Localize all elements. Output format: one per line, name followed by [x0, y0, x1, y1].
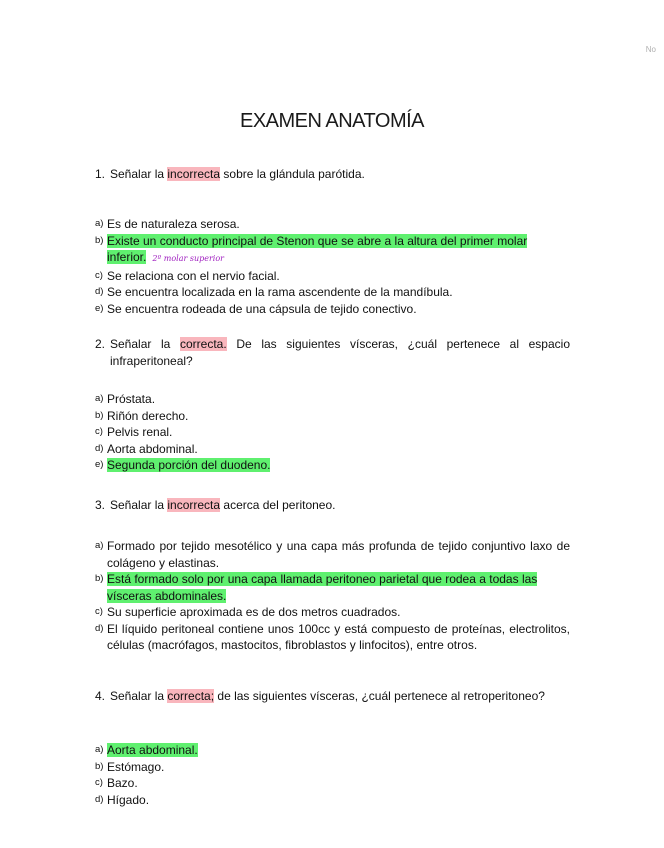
handwritten-note: 2º molar superior	[152, 254, 224, 263]
option-3a: a) Formado por tejido mesotélico y una capa más profunda de tejido conjuntivo laxo de colágeno y elastinas.	[95, 539, 570, 570]
option-4b: b) Estómago.	[95, 759, 165, 774]
page-corner-mark: No	[645, 45, 656, 54]
highlight-red: correcta.	[180, 337, 227, 351]
option-3c: c) Su superficie aproximada es de dos metros cuadrados.	[95, 605, 401, 619]
question-number: 3.	[95, 498, 106, 512]
question-number: 1.	[95, 167, 106, 181]
highlight-red: incorrecta	[167, 498, 221, 512]
question-text: Señalar la correcta. De las siguientes vísceras, ¿cuál pertenece al espacio infraperitoneal?	[110, 337, 570, 368]
option-4c: c) Bazo.	[95, 776, 138, 790]
question-number: 4.	[95, 689, 106, 703]
question-3	[95, 497, 570, 514]
option-4d: d) Hígado.	[95, 792, 150, 807]
option-1d: d) Se encuentra localizada en la rama ascendente de la mandíbula.	[95, 285, 453, 299]
highlight-green: Aorta abdominal.	[107, 743, 198, 757]
question-text: Señalar la correcta; de las siguientes vísceras, ¿cuál pertenece al retroperitoneo?	[110, 689, 545, 703]
option-3d: d) El líquido peritoneal contiene unos 100cc y está compuesto de proteínas, electrolitos, células (macrófagos, mastocitos, fibroblastos y linfocitos), entre otros.	[95, 621, 570, 652]
option-2b: b) Riñón derecho.	[95, 408, 189, 423]
option-1c: c) Se relaciona con el nervio facial.	[95, 268, 280, 283]
option-1e: e) Se encuentra rodeada de una cápsula de tejido conectivo.	[95, 301, 417, 316]
option-2a: a) Próstata.	[95, 392, 156, 406]
option-4a: a) Aorta abdominal.	[95, 743, 198, 757]
option-1b: b) Existe un conducto principal de Stenon que se abre a la altura del primer molar inferior. 2º molar superior	[95, 233, 528, 264]
options-3	[95, 538, 570, 654]
highlight-green: Está formado solo por una capa llamada peritoneo parietal que rodea a todas las vísceras abdominales.	[107, 572, 538, 603]
option-2d: d) Aorta abdominal.	[95, 441, 198, 456]
options-1	[95, 216, 570, 317]
question-text: Señalar la incorrecta acerca del peritoneo.	[110, 498, 336, 512]
option-2c: c) Pelvis renal.	[95, 425, 173, 439]
question-1	[95, 166, 570, 183]
options-2	[95, 391, 570, 474]
highlight-red: incorrecta	[167, 167, 221, 181]
option-1a: a) Es de naturaleza serosa.	[95, 217, 240, 231]
option-2e: e) Segunda porción del duodeno.	[95, 458, 271, 472]
highlight-green: Existe un conducto principal de Stenon que se abre a la altura del primer molar inferior.	[107, 233, 528, 264]
highlight-red: correcta;	[167, 689, 215, 703]
options-4	[95, 742, 570, 808]
option-3b: b) Está formado solo por una capa llamada peritoneo parietal que rodea a todas las vísceras abdominales.	[95, 572, 538, 603]
page-title: EXAMEN ANATOMÍA	[239, 110, 425, 132]
question-text: Señalar la incorrecta sobre la glándula parótida.	[110, 167, 365, 181]
question-2	[95, 336, 570, 370]
highlight-green: Segunda porción del duodeno.	[107, 458, 271, 472]
question-4	[95, 688, 570, 705]
question-number: 2.	[95, 337, 106, 351]
